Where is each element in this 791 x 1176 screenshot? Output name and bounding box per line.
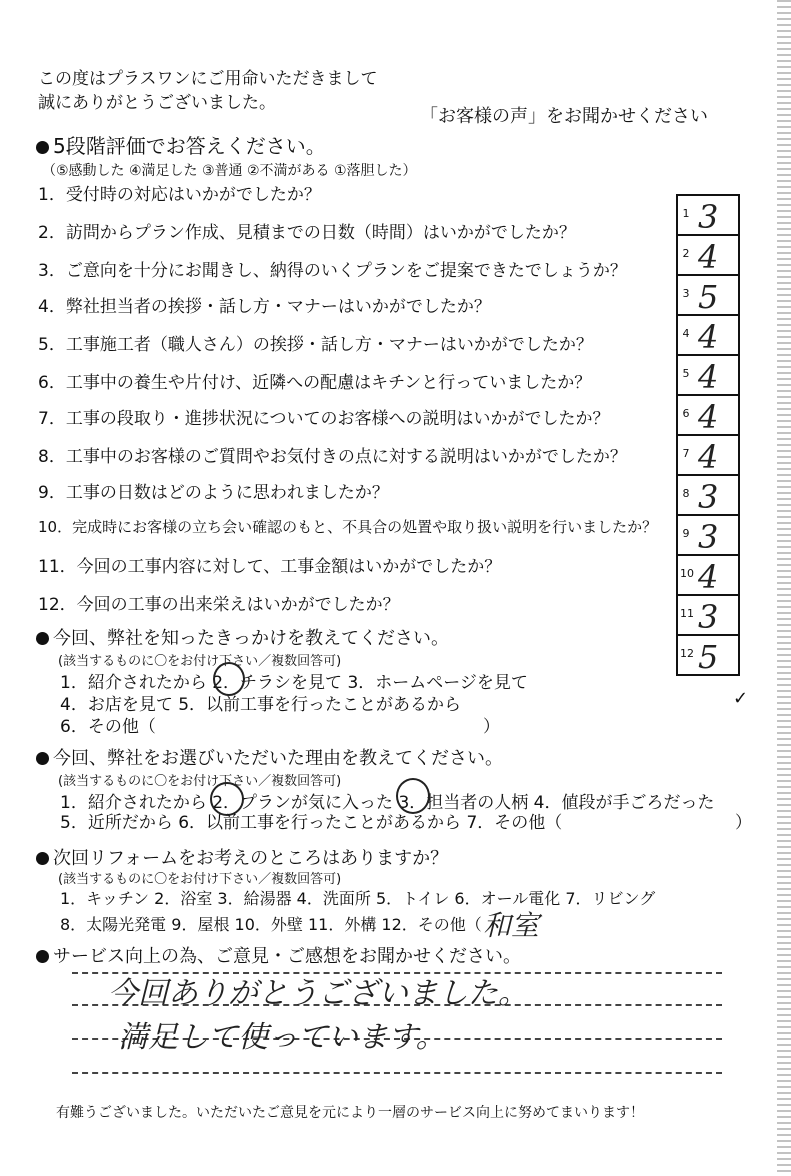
howknew-line-2: 4．お店を見て 5．以前工事を行ったことがあるから xyxy=(60,695,462,715)
bullet-icon xyxy=(36,632,49,645)
howknew-heading xyxy=(36,624,449,650)
score-value: 3 xyxy=(698,598,719,636)
voice-title: 「お客様の声」をお聞かせください xyxy=(420,106,708,127)
rating-heading xyxy=(36,130,326,159)
question-3: 3．ご意向を十分にお聞きし、納得のいくプランをご提案できたでしょうか？ xyxy=(38,261,627,281)
question-8: 8．工事中のお客様のご質問やお気付きの点に対する説明はいかがでしたか？ xyxy=(38,447,627,467)
bullet-icon xyxy=(36,852,49,865)
score-value: 4 xyxy=(698,238,719,276)
score-cell[interactable] xyxy=(676,234,740,276)
score-cell[interactable] xyxy=(676,554,740,596)
score-cell[interactable] xyxy=(676,594,740,636)
bullet-icon xyxy=(36,752,49,765)
score-value: 3 xyxy=(698,478,719,516)
score-value: 4 xyxy=(698,558,719,596)
check-mark-icon: ✓ xyxy=(733,688,749,709)
next-heading xyxy=(36,844,448,870)
intro-line-2: 誠にありがとうございました。 xyxy=(38,93,276,113)
score-cell[interactable] xyxy=(676,434,740,476)
next-line-2: 8．太陽光発電 9．屋根 10．外壁 11．外構 12．その他（ xyxy=(60,915,482,934)
howknew-line-3-suffix: ） xyxy=(483,717,500,737)
score-cell[interactable] xyxy=(676,194,740,236)
footer-text: 有難うございました。いただいたご意見を元により一層のサービス向上に努めてまいります！ xyxy=(56,1105,644,1121)
reason-heading-text: 今回、弊社をお選びいただいた理由を教えてください。 xyxy=(53,748,503,769)
comments-heading xyxy=(36,942,521,968)
score-value: 5 xyxy=(698,278,719,316)
next-heading-text: 次回リフォームをお考えのところはありますか？ xyxy=(53,848,449,869)
score-value: 4 xyxy=(698,318,719,356)
score-num: 1 xyxy=(682,207,690,220)
reason-note: (該当するものに〇をお付け下さい／複数回答可) xyxy=(58,774,342,789)
intro-line-1: この度はプラスワンにご用命いただきまして xyxy=(38,69,378,89)
score-num: 6 xyxy=(682,407,690,420)
handwritten-comment-1[interactable]: 今回ありがとうございました。 xyxy=(108,976,528,1011)
reason-line-1: 1．紹介されたから 2．プランが気に入った 3．担当者の人柄 4．値段が手ごろだった xyxy=(60,793,715,813)
score-num: 12 xyxy=(680,647,694,660)
score-cell[interactable] xyxy=(676,634,740,676)
handwritten-comment-2[interactable]: 満足して使っています。 xyxy=(118,1020,446,1055)
question-4: 4．弊社担当者の挨拶・話し方・マナーはいかがでしたか？ xyxy=(38,297,491,317)
question-6: 6．工事中の養生や片付け、近隣への配慮はキチンと行っていましたか？ xyxy=(38,373,592,393)
question-5: 5．工事施工者（職人さん）の挨拶・話し方・マナーはいかがでしたか？ xyxy=(38,335,593,355)
score-cell[interactable] xyxy=(676,394,740,436)
score-num: 3 xyxy=(682,287,690,300)
score-value: 3 xyxy=(698,198,719,236)
score-num: 10 xyxy=(680,567,694,580)
comments-heading-text: サービス向上の為、ご意見・ご感想をお聞かせください。 xyxy=(53,946,521,967)
handwritten-other: 和室 xyxy=(483,909,540,942)
score-num: 11 xyxy=(680,607,694,620)
score-num: 2 xyxy=(682,247,690,260)
score-num: 9 xyxy=(682,527,690,540)
howknew-note: (該当するものに〇をお付け下さい／複数回答可) xyxy=(58,654,342,669)
howknew-line-1: 1．紹介されたから 2．チラシを見て 3．ホームページを見て xyxy=(60,673,528,693)
score-value: 4 xyxy=(698,438,719,476)
question-9: 9．工事の日数はどのように思われましたか？ xyxy=(38,483,389,503)
question-10: 10．完成時にお客様の立ち会い確認のもと、不具合の処置や取り扱い説明を行いましたか？ xyxy=(38,518,658,536)
score-cell[interactable] xyxy=(676,274,740,316)
howknew-heading-text: 今回、弊社を知ったきっかけを教えてください。 xyxy=(53,628,449,649)
score-num: 4 xyxy=(682,327,690,340)
question-1: 1．受付時の対応はいかがでしたか？ xyxy=(38,185,321,205)
rating-heading-text: 5段階評価でお答えください。 xyxy=(53,134,326,158)
bullet-icon xyxy=(36,141,49,154)
reason-heading xyxy=(36,744,503,770)
reason-line-2-prefix: 5．近所だから 6．以前工事を行ったことがあるから 7．その他（ xyxy=(60,813,563,833)
question-11: 11．今回の工事内容に対して、工事金額はいかがでしたか？ xyxy=(38,557,502,577)
score-value: 3 xyxy=(698,518,719,556)
question-2: 2．訪問からプラン作成、見積までの日数（時間）はいかがでしたか？ xyxy=(38,223,576,243)
question-12: 12．今回の工事の出来栄えはいかがでしたか？ xyxy=(38,595,400,615)
score-cell[interactable] xyxy=(676,314,740,356)
next-note: (該当するものに〇をお付け下さい／複数回答可) xyxy=(58,872,342,887)
score-value: 4 xyxy=(698,358,719,396)
scan-edge xyxy=(777,0,791,1176)
next-line-1: 1．キッチン 2．浴室 3．給湯器 4．洗面所 5．トイレ 6．オール電化 7．リビング xyxy=(60,889,656,908)
bullet-icon xyxy=(36,950,49,963)
score-num: 5 xyxy=(682,367,690,380)
score-value: 4 xyxy=(698,398,719,436)
howknew-line-3-prefix: 6．その他（ xyxy=(60,717,156,737)
reason-line-2-suffix: ） xyxy=(735,813,752,833)
score-value: 5 xyxy=(698,638,719,676)
score-num: 7 xyxy=(682,447,690,460)
question-7: 7．工事の段取り・進捗状況についてのお客様への説明はいかがでしたか？ xyxy=(38,409,610,429)
score-cell[interactable] xyxy=(676,514,740,556)
score-num: 8 xyxy=(682,487,690,500)
score-cell[interactable] xyxy=(676,474,740,516)
comment-line xyxy=(72,1072,722,1074)
score-cell[interactable] xyxy=(676,354,740,396)
rating-scale: （⑤感動した ④満足した ③普通 ②不満がある ①落胆した） xyxy=(42,163,417,179)
